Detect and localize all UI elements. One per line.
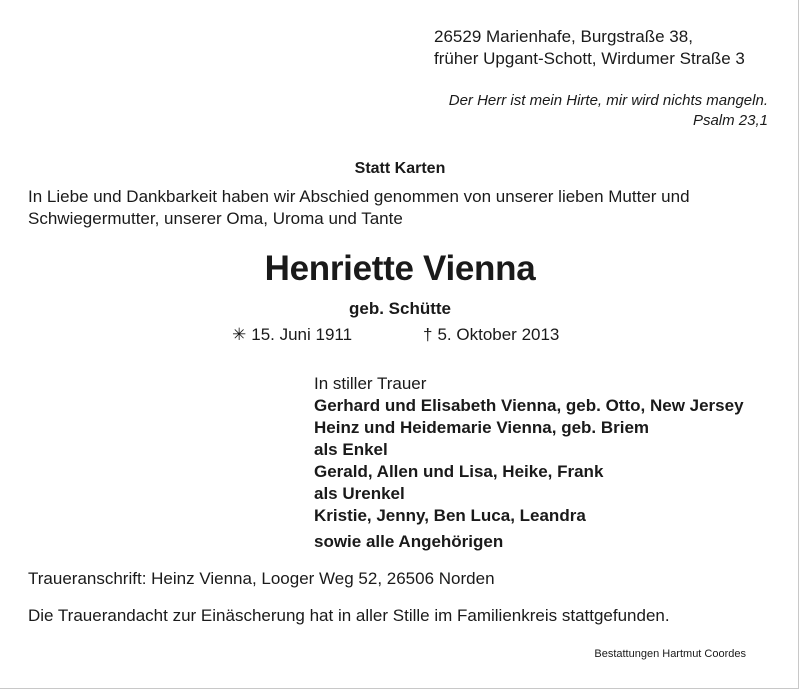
mourners-intro: In stiller Trauer [314,374,427,393]
psalm-quote [449,91,768,131]
birth-date: 15. Juni 1911 [251,325,353,344]
mourners-block [314,373,744,553]
death-cross-icon: † [423,325,433,344]
birth-date-line [232,325,352,345]
mourning-address: Traueranschrift: Heinz Vienna, Looger Weg 52, 26506 Norden [28,569,495,588]
birth-name: geb. Schütte [348,299,451,318]
ceremony-note: Die Trauerandacht zur Einäscherung hat in aller Stille im Familienkreis stattgefunden. [28,606,670,625]
quote-source: Psalm 23,1 [692,112,768,129]
quote-text: Der Herr ist mein Hirte, mir wird nichts mangeln. [448,92,768,109]
birth-star-icon: ✳ [232,325,247,344]
mourner-line: sowie alle Angehörigen [314,532,504,551]
intro-line-2: Schwiegermutter, unserer Oma, Uroma und Tante [28,209,403,228]
intro-text [28,186,690,230]
mourner-group-label: als Urenkel [314,484,405,503]
death-date-line [423,325,559,345]
heading-statt-karten: Statt Karten [354,160,446,177]
intro-line-1: In Liebe und Dankbarkeit haben wir Abschied genommen von unserer lieben Mutter und [28,187,690,206]
deceased-name: Henriette Vienna [264,249,536,288]
undertaker-credit: Bestattungen Hartmut Coordes [594,648,746,660]
mourner-line: Kristie, Jenny, Ben Luca, Leandra [314,506,586,525]
address-block [434,26,745,70]
mourner-line: Gerald, Allen und Lisa, Heike, Frank [314,462,604,481]
mourner-line: Gerhard und Elisabeth Vienna, geb. Otto, New Jersey [314,396,744,415]
death-date: 5. Oktober 2013 [437,325,560,344]
address-line-2: früher Upgant-Schott, Wirdumer Straße 3 [434,49,745,68]
mourner-line: Heinz und Heidemarie Vienna, geb. Briem [314,418,650,437]
address-line-1: 26529 Marienhafe, Burgstraße 38, [434,27,693,46]
mourner-group-label: als Enkel [314,440,388,459]
